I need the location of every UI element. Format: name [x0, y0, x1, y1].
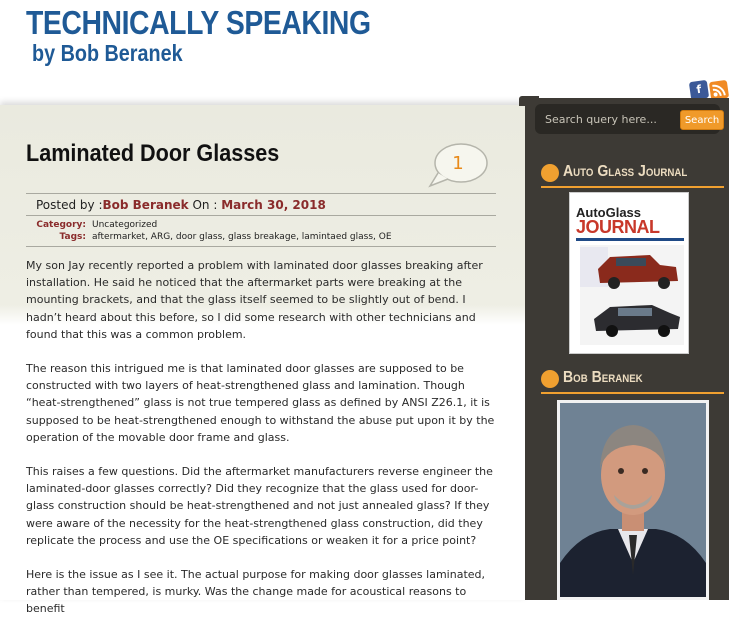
comment-count-bubble[interactable] [428, 141, 488, 187]
post-date: March 30, 2018 [221, 198, 326, 212]
site-title[interactable]: TECHNICALLY SPEAKING [26, 4, 371, 41]
author-link[interactable]: Bob Beranek [102, 198, 189, 212]
post-meta [36, 198, 326, 212]
widget-heading: Auto Glass Journal [563, 163, 688, 180]
search-box [535, 104, 720, 134]
widget-title-author [541, 368, 726, 392]
sidebar [525, 98, 729, 600]
divider [541, 392, 724, 394]
author-photo [560, 403, 706, 597]
facebook-icon[interactable]: f [689, 80, 709, 100]
divider [541, 186, 724, 188]
main-content [0, 105, 525, 616]
post-body [26, 257, 496, 635]
post-title[interactable]: Laminated Door Glasses [26, 140, 280, 167]
magazine-cars-image [580, 245, 684, 345]
paragraph: This raises a few questions. Did the aftermarket manufacturers reverse engineer the laminated-door glasses correctly? Did they recognize that the glass used for door-glass construction should be heat-strengthened and not just annealed glass? If they were aware of the necessity for the heat-strengthened glass construction, did they replicate the process and use the OE specifications or weaken it for a price point? [26, 465, 493, 547]
widget-heading: Bob Beranek [563, 369, 643, 386]
magazine-logo [576, 205, 684, 235]
category-label: Category: [36, 220, 86, 230]
widget-title-journal [541, 162, 726, 186]
tags-label: Tags: [59, 232, 86, 242]
bullet-icon [541, 164, 559, 182]
on-label: On : [192, 198, 218, 212]
search-input[interactable] [539, 108, 677, 130]
tags-row [26, 232, 392, 242]
divider [26, 246, 496, 247]
category-link[interactable]: Uncategorized [92, 220, 158, 230]
search-button[interactable]: Search [680, 110, 724, 130]
bullet-icon [541, 370, 559, 388]
paragraph: The reason this intrigued me is that laminated door glasses are supposed to be constructed with two layers of heat-strengthened glass and lamination. Though “heat-strengthened” glass is not true tempered glass as defined by ANSI Z26.1, it is supposed to be heat-strengthened enough to withstand the abuse put upon it by the operation of the movable door frame and glass. [26, 362, 495, 444]
paragraph: My son Jay recently reported a problem with laminated door glasses breaking after installation. He said he noticed that the aftermarket parts were breaking at the mounting brackets, and that the glass itself seemed to be slightly out of bend. I hadn’t heard about this before, so I did some research with other technicians and found that this was a common problem. [26, 259, 483, 341]
paragraph: Here is the issue as I see it. The actual purpose for making door glasses laminated, rather than tempered, is murky. Was the change made for acoustical reasons to benefit [26, 568, 486, 616]
magazine-cover[interactable] [569, 192, 689, 354]
magazine-logo-line2: JOURNAL [576, 217, 660, 237]
site-subtitle: by Bob Beranek [32, 40, 183, 66]
divider [26, 215, 496, 216]
magazine-strip [576, 238, 684, 241]
author-portrait [557, 400, 709, 600]
category-row [26, 220, 157, 230]
magazine-logo-line1: AutoGlass [576, 205, 642, 220]
posted-by-label: Posted by : [36, 198, 103, 212]
site-header [0, 0, 729, 105]
comment-count: 1 [452, 153, 464, 174]
divider [26, 193, 496, 194]
tags-list[interactable]: aftermarket, ARG, door glass, glass breakage, lamintaed glass, OE [92, 232, 392, 242]
